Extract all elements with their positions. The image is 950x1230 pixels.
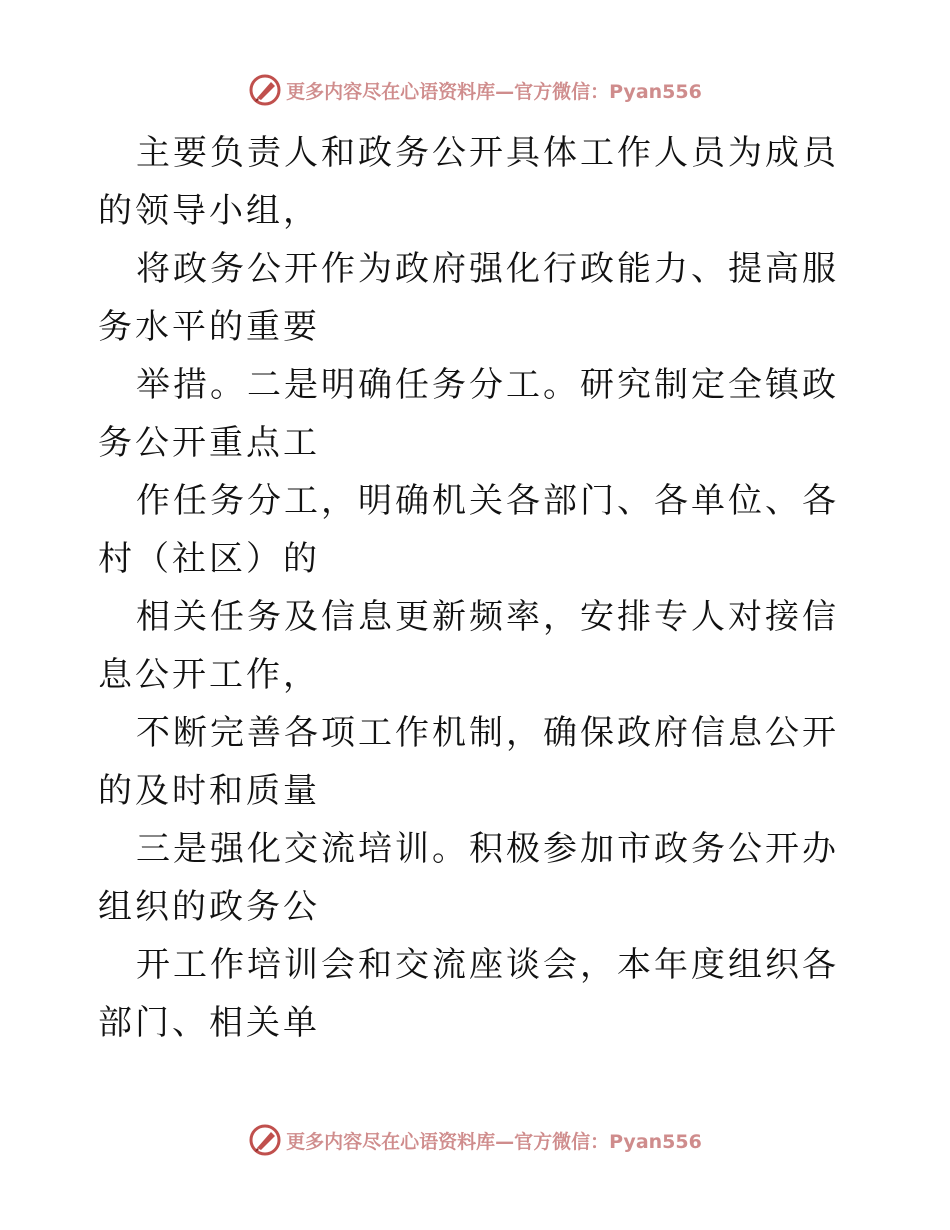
paragraph-8: 开工作培训会和交流座谈会，本年度组织各部门、相关单 xyxy=(98,945,839,1043)
header-banner xyxy=(0,70,950,110)
paragraph-2: 将政务公开作为政府强化行政能力、提高服务水平的重要 xyxy=(98,249,839,347)
paragraph-5: 相关任务及信息更新频率，安排专人对接信息公开工作， xyxy=(98,597,839,695)
paragraph-6: 不断完善各项工作机制，确保政府信息公开的及时和质量 xyxy=(98,713,839,811)
paragraph-7: 三是强化交流培训。积极参加市政务公开办组织的政务公 xyxy=(98,829,839,927)
paragraph-4: 作任务分工，明确机关各部门、各单位、各村（社区）的 xyxy=(98,481,839,579)
document-body xyxy=(98,124,858,1052)
paragraph-3: 举措。二是明确任务分工。研究制定全镇政务公开重点工 xyxy=(98,365,839,463)
pen-circle-logo-icon xyxy=(248,1123,282,1157)
pen-circle-logo-icon xyxy=(248,73,282,107)
paragraph-1: 主要负责人和政务公开具体工作人员为成员的领导小组， xyxy=(98,133,839,231)
footer-banner xyxy=(0,1120,950,1160)
footer-banner-text: 更多内容尽在心语资料库—官方微信：Pyan556 xyxy=(286,1130,702,1153)
header-banner-text: 更多内容尽在心语资料库—官方微信：Pyan556 xyxy=(286,80,702,103)
